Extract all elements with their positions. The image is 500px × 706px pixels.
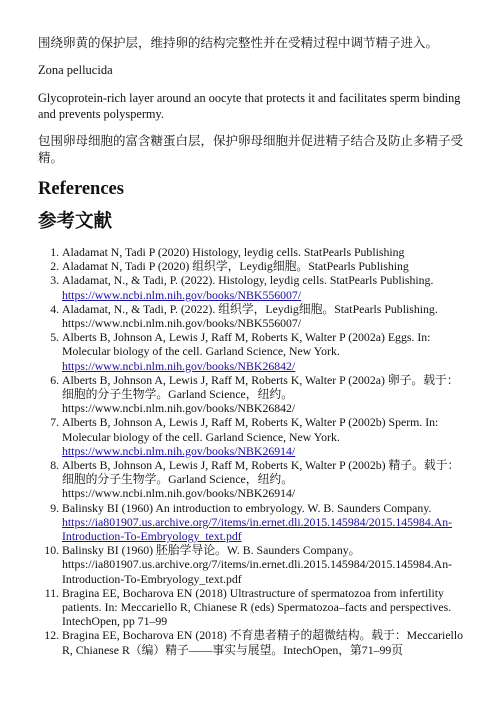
reference-text: Balinsky BI (1960) 胚胎学导论。W. B. Saunders Company。 (62, 543, 361, 558)
glossary-term: Zona pellucida (38, 63, 113, 77)
reference-text: Bragina EE, Bocharova EN (2018) 不育患者精子的超微结构。载于：Meccariello R, Chianese R（编）精子——事实与展望。IntechOpen，第71–99页 (62, 628, 464, 657)
reference-item (62, 628, 470, 656)
reference-url-text: https://www.ncbi.nlm.nih.gov/books/NBK26914/ (62, 486, 296, 501)
reference-url-text: https://www.ncbi.nlm.nih.gov/books/NBK556007/ (62, 316, 302, 331)
reference-list (38, 245, 470, 657)
references-heading: References (38, 179, 124, 199)
reference-text: Aladamat N, Tadi P (2020) 组织学，Leydig细胞。StatPearls Publishing (62, 259, 409, 274)
reference-text: Alberts B, Johnson A, Lewis J, Raff M, Roberts K, Walter P (2002a) Eggs. In: Molecular biology of the cell. Garland Science, New York. (62, 330, 431, 359)
reference-item (62, 501, 470, 544)
reference-item (62, 458, 470, 501)
references-heading-chinese: 参考文献 (38, 211, 113, 232)
reference-item (62, 415, 470, 458)
glossary-definition-english: Glycoprotein-rich layer around an oocyte that protects it and facilitates sperm binding and prevents polyspermy. (38, 91, 461, 121)
reference-url-text: https://ia801907.us.archive.org/7/items/in.ernet.dli.2015.145984/2015.145984.An-Introduction-To-Embryology_text.pdf (62, 557, 453, 586)
reference-item (62, 302, 470, 330)
reference-text: Alberts B, Johnson A, Lewis J, Raff M, Roberts K, Walter P (2002b) 精子。载于：细胞的分子生物学。Garland Science，纽约。 (62, 458, 460, 487)
reference-text: Bragina EE, Bocharova EN (2018) Ultrastructure of spermatozoa from infertility patients. In: Meccariello R, Chianese R (eds) Spermatozoa–facts and perspectives. IntechOpen, pp 71–99 (62, 585, 452, 629)
reference-link[interactable]: https://www.ncbi.nlm.nih.gov/books/NBK556007/ (62, 287, 302, 302)
reference-item (62, 273, 470, 301)
reference-text: Balinsky BI (1960) An introduction to embryology. W. B. Saunders Company. (62, 500, 432, 515)
reference-item (62, 373, 470, 416)
reference-text: Aladamat, N., & Tadi, P. (2022). Histology, leydig cells. StatPearls Publishing. (62, 273, 434, 288)
reference-text: Alberts B, Johnson A, Lewis J, Raff M, Roberts K, Walter P (2002b) Sperm. In: Molecular biology of the cell. Garland Science, New York. (62, 415, 439, 444)
reference-link[interactable]: https://www.ncbi.nlm.nih.gov/books/NBK26914/ (62, 443, 296, 458)
reference-text: Aladamat N, Tadi P (2020) Histology, leydig cells. StatPearls Publishing (62, 245, 405, 259)
reference-link[interactable]: https://www.ncbi.nlm.nih.gov/books/NBK26842/ (62, 358, 296, 373)
reference-item (62, 586, 470, 629)
reference-item (62, 330, 470, 373)
reference-item (62, 543, 470, 586)
intro-chinese-paragraph: 围绕卵黄的保护层，维持卵的结构完整性并在受精过程中调节精子进入。 (38, 35, 439, 50)
reference-item (62, 259, 470, 273)
reference-text: Aladamat, N., & Tadi, P. (2022). 组织学，Leydig细胞。StatPearls Publishing. (62, 301, 438, 316)
reference-url-text: https://www.ncbi.nlm.nih.gov/books/NBK26842/ (62, 401, 296, 416)
glossary-definition-chinese: 包围卵母细胞的富含糖蛋白层，保护卵母细胞并促进精子结合及防止多精子受精。 (38, 133, 464, 165)
reference-link[interactable]: https://ia801907.us.archive.org/7/items/in.ernet.dli.2015.145984/2015.145984.An-Introduction-To-Embryology_text.pdf (62, 514, 453, 544)
reference-text: Alberts B, Johnson A, Lewis J, Raff M, Roberts K, Walter P (2002a) 卵子。载于：细胞的分子生物学。Garland Science，纽约。 (62, 372, 459, 402)
reference-item (62, 245, 470, 259)
